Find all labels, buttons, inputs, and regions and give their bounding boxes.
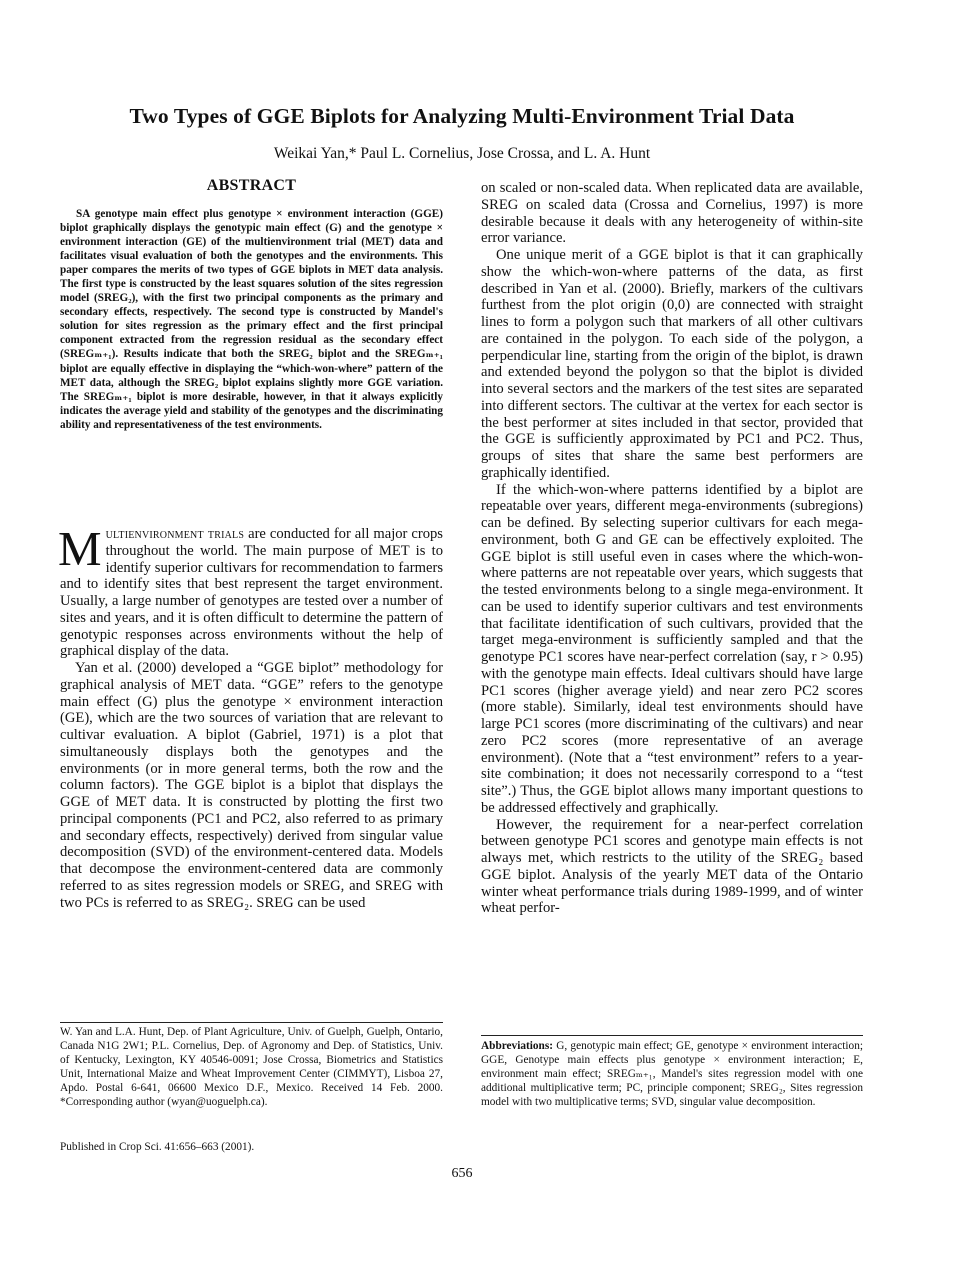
author-affiliations-footnote (60, 1025, 443, 1109)
footnote-divider (60, 1022, 443, 1023)
smallcaps-lead: ultienvironment trials (105, 526, 245, 542)
publication-info: Published in Crop Sci. 41:656–663 (2001). (60, 1141, 255, 1153)
affiliations-text: W. Yan and L.A. Hunt, Dep. of Plant Agriculture, Univ. of Guelph, Guelph, Ontario, Canada N1G 2W1; P.L. Cornelius, Dep. of Agronomy and Dep. of Statistics, Univ. of Kentucky, Lexington, KY 40546-0091; Jose Crossa, Biometrics and Statistics Unit, International Maize and Wheat Improvement Center (CIMMYT), Lisboa 27, Apdo. Postal 6-641, 06600 Mexico D.F., Mexico. Received 14 Feb. 2000. *Corresponding author (wyan@uoguelph.ca). (60, 1026, 443, 1109)
body-paragraph: Yan et al. (2000) developed a “GGE biplot” methodology for graphical analysis of MET data. “GGE” refers to the genotype main effect (G) plus the genotype × environment interaction (GE), which are the two sources of variation that are relevant to cultivar evaluation. A biplot (Gabriel, 1971) is a plot that simultaneously displays both the genotypes and the environments (or in more general terms, both the row and the column factors). The GGE biplot is a biplot that displays the GGE of MET data. It is constructed by plotting the first two principal components (PC1 and PC2, also referred to as primary and secondary effects, respectively) derived from singular value decomposition (SVD) of the environment-centered data. Models that decompose the environment-centered data are commonly referred to as sites regression models or SREG, and SREG with two PCs is referred to as SREG₂. SREG can be used (60, 660, 443, 911)
abbreviations-text: G, genotypic main effect; GE, genotype × environment interaction; GGE, Genotype main effects plus genotype × environment interaction; E, environment main effect; SREGₘ₊₁, Mandel's sites regression model with one additional multiplicative term; PC, principle component; SREG₂, Sites regression model with two multiplicative terms; SVD, singular value decomposition. (481, 1040, 863, 1109)
body-paragraph: One unique merit of a GGE biplot is that it can graphically show the which-won-where patterns of the data, as first described in Yan et al. (2000). Briefly, markers of the cultivars furthest from the plot origin (0,0) are connected with straight lines to form a polygon such that markers of all other cultivars are contained in the polygon. To each side of the polygon, a perpendicular line, starting from the origin of the biplot, is drawn and extended beyond the polygon so that the biplot is divided into several sectors and the markers of the test sites are separated into different sectors. The cultivar at the vertex for each sector is the best performer at sites included in that sector, provided that the GGE is sufficiently approximated by PC1 and PC2. Thus, groups of sites that share the same best performers are graphically identified. (481, 247, 863, 481)
abbreviations-label: Abbreviations: (481, 1040, 553, 1052)
body-column-left (58, 521, 443, 911)
intro-text: are conducted for all major crops throughout the world. The main purpose of MET is to identify superior cultivars for recommendation to farmers and to identify sites that best represent the target environment. Usually, a large number of genotypes are tested over a number of sites and years, and it is often difficult to determine the pattern of genotypic responses across environments without the help of graphical display of the data. (60, 526, 443, 660)
drop-cap: M (58, 521, 102, 576)
abbreviations-footnote (481, 1039, 863, 1109)
body-paragraph: on scaled or non-scaled data. When replicated data are available, SREG on scaled data (Crossa and Cornelius, 1997) is more desirable because it deals with any heterogeneity of within-site error variance. (481, 180, 863, 247)
body-paragraph: However, the requirement for a near-perfect correlation between genotype PC1 scores and genotype main effects is not always met, which restricts to the utility of the SREG₂ based GGE biplot. Analysis of the yearly MET data of the Ontario winter wheat performance trials during 1989-1999, and of winter wheat perfor- (481, 816, 863, 917)
body-paragraph: If the which-won-where patterns identified by a biplot are repeatable over years, different mega-environments (subregions) can be defined. By selecting superior cultivars for each mega-environment, both G and GE can be effectively exploited. The GGE biplot is still useful even in cases where the which-won-where patterns are not repeatable over years, which suggests that the tested environments belong to a single mega-environment. It can be used to identify superior cultivars and test environments that facilitate identification of such cultivars, provided that the target mega-environment is sufficiently sampled and that the genotype PC1 scores have near-perfect correlation (say, r > 0.95) with the genotype main effects. Ideal cultivars should have large PC1 scores (higher average yield) and near zero PC2 scores (more stable). Similarly, ideal test environments should have large PC1 scores (more discriminating of the cultivars) and near zero PC2 scores (more representative of an average environment). (Note that a “test environment” refers to a year-site combination; it does not necessarily correspond to a “test site”.) Thus, the GGE biplot allows many important questions to be addressed effectively and graphically. (481, 481, 863, 816)
paper-title: Two Types of GGE Biplots for Analyzing Multi-Environment Trial Data (129, 104, 795, 128)
intro-paragraph (58, 521, 443, 660)
page-number: 656 (451, 1166, 473, 1181)
abstract-text: SA genotype main effect plus genotype × environment interaction (GGE) biplot graphically displays the genotypic main effect (G) and the genotype × environment interaction (GE) of the multienvironment trial (MET) data and facilitates visual evaluation of both the genotypes and the environments. This paper compares the merits of two types of GGE biplots in MET data analysis. The first type is constructed by the least squares solution of the sites regression model (SREG₂), with the first two principal components as the primary and secondary effects, respectively. The second type is constructed by Mandel's solution for sites regression as the primary effect and the first principal component extracted from the regression residual as the secondary effect (SREGₘ₊₁). Results indicate that both the SREG₂ biplot and the SREGₘ₊₁ biplot are equally effective in displaying the “which-won-where” pattern of the MET data, although the SREG₂ biplot explains slightly more GGE variation. The SREGₘ₊₁ biplot is more desirable, however, in that it always explicitly indicates the average yield and stability of the genotypes and the discriminating ability and representativeness of the test environments. (60, 208, 443, 431)
abstract-heading: ABSTRACT (206, 177, 297, 194)
author-list: Weikai Yan,* Paul L. Cornelius, Jose Crossa, and L. A. Hunt (273, 145, 651, 162)
abbreviations-divider (481, 1035, 863, 1036)
body-column-right (481, 180, 863, 917)
